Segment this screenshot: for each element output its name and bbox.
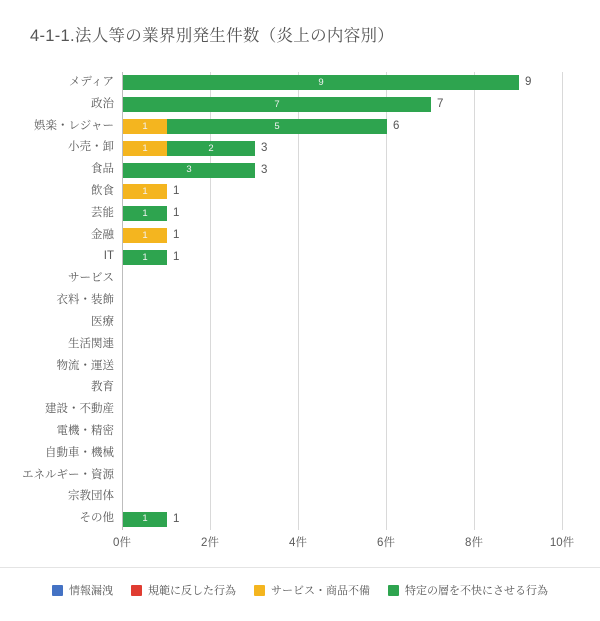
chart-row [45,443,562,465]
bar-segment[interactable] [123,119,167,134]
bar-total-label: 1 [173,185,180,198]
bar-total-label: 1 [173,229,180,242]
bar-segment[interactable] [123,250,167,265]
legend-item[interactable] [52,582,113,598]
plot-area [22,72,562,530]
bar-total-label: 9 [525,76,532,89]
chart-row [91,181,562,203]
bar-total-label: 1 [173,250,180,263]
bar-segment-value: 2 [208,142,214,154]
legend-swatch [131,585,142,596]
chart-row [91,94,562,116]
category-label: 生活関連 [68,337,114,350]
chart-row [68,137,562,159]
x-tick-label: 10件 [549,537,575,549]
chart-row [56,421,562,443]
chart-row [103,246,562,268]
bar[interactable] [123,75,519,90]
bar-segment[interactable] [123,97,431,112]
chart-row [56,290,562,312]
bar-segment-value: 1 [142,207,148,219]
chart-row [68,486,562,508]
bar-segment[interactable] [123,512,167,527]
bar[interactable] [123,184,167,199]
bar[interactable] [123,163,255,178]
bar-segment-value: 1 [142,229,148,241]
bar[interactable] [123,206,167,221]
category-label: 飲食 [91,185,114,198]
x-tick-label: 6件 [377,537,395,549]
bar-total-label: 3 [261,163,268,176]
bar-segment[interactable] [167,119,387,134]
legend-swatch [388,585,399,596]
category-label: 教育 [91,381,114,394]
category-label: サービス [68,272,114,285]
chart-row [34,116,562,138]
legend-swatch [52,585,63,596]
bar[interactable] [123,141,255,156]
bar-segment-value: 9 [318,77,324,89]
legend-swatch [254,585,265,596]
category-label: エネルギー・資源 [22,468,114,481]
bar-segment[interactable] [167,141,255,156]
chart-row [91,203,562,225]
bar-total-label: 3 [261,141,268,154]
bar[interactable] [123,119,387,134]
category-label: 物流・運送 [56,359,114,372]
bar[interactable] [123,512,167,527]
chart-row [91,159,562,181]
chart-row [56,356,562,378]
chart-row [68,72,562,94]
bar-segment[interactable] [123,75,519,90]
bar-total-label: 6 [393,120,400,132]
bar-total-label: 1 [173,512,180,525]
bar-segment[interactable] [123,184,167,199]
category-label: 政治 [91,97,114,110]
bar-segment-value: 1 [142,120,148,132]
bar-segment[interactable] [123,228,167,243]
legend-label: 特定の層を不快にさせる行為 [405,585,548,597]
legend-label: 情報漏洩 [69,585,113,597]
category-label: 食品 [91,163,114,176]
category-label: 芸能 [91,206,114,219]
bar-segment[interactable] [123,206,167,221]
chart-legend [0,567,600,610]
bar[interactable] [123,97,431,112]
legend-label: 規範に反した行為 [148,585,236,597]
legend-item[interactable] [254,582,370,598]
category-label: 医療 [91,315,114,328]
chart-title: 4-1-1.法人等の業界別発生件数（炎上の内容別） [30,27,395,45]
x-tick-label: 8件 [465,537,483,549]
bar[interactable] [123,250,167,265]
legend-label: サービス・商品不備 [271,585,370,597]
chart-row [91,377,562,399]
bar-total-label: 7 [437,98,444,111]
category-label: 建設・不動産 [45,403,114,416]
bar-segment-value: 1 [142,251,148,263]
chart-row [68,268,562,290]
category-label: その他 [79,512,114,525]
chart-row [45,399,562,421]
bar-segment-value: 1 [142,186,148,198]
category-label: 自動車・機械 [45,446,114,459]
chart-row [91,312,562,334]
legend-item[interactable] [388,582,548,598]
category-label: 衣料・装飾 [56,294,114,307]
x-axis [113,531,575,551]
legend-item[interactable] [131,582,236,598]
chart-row [91,225,562,247]
x-tick-label: 0件 [113,537,131,549]
bar-segment[interactable] [123,163,255,178]
bar-total-label: 1 [173,207,180,220]
bar-segment[interactable] [123,141,167,156]
category-label: IT [103,250,114,263]
category-label: 電機・精密 [56,424,114,437]
category-label: 娯楽・レジャー [34,119,114,132]
gridline [562,72,563,530]
x-tick-label: 4件 [289,537,307,549]
category-label: 金融 [91,228,114,241]
bar-segment-value: 1 [142,142,148,154]
chart-row [79,508,562,530]
x-tick-label: 2件 [201,537,219,549]
bar-segment-value: 3 [186,164,192,176]
category-label: メディア [68,76,114,88]
category-label: 小売・卸 [68,141,114,154]
bar[interactable] [123,228,167,243]
chart-row [22,465,562,487]
category-label: 宗教団体 [68,490,114,503]
bar-segment-value: 1 [142,513,148,525]
bar-segment-value: 7 [274,98,280,110]
bar-segment-value: 5 [274,120,280,132]
chart-row [68,334,562,356]
